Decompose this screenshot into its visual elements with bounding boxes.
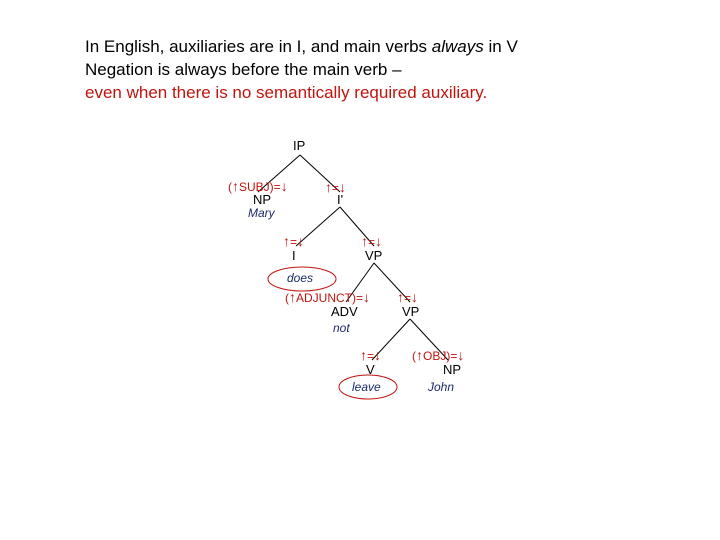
- ibar-annotation-text: =: [332, 181, 340, 195]
- adjunct-annotation: [285, 291, 370, 305]
- v-annotation: [360, 349, 381, 363]
- node-adv: ADV: [331, 304, 358, 319]
- up-arrow-icon: ↑: [232, 178, 239, 194]
- node-vp-lower: VP: [402, 304, 420, 319]
- up-arrow-icon: ↑: [361, 233, 368, 249]
- word-mary: Mary: [248, 206, 275, 220]
- subj-annotation-text: SUBJ)=: [239, 180, 281, 194]
- word-does: does: [287, 271, 314, 285]
- word-john: John: [428, 380, 455, 394]
- node-np-subject: NP: [253, 192, 272, 207]
- v-annotation-text: =: [367, 349, 375, 363]
- obj-annotation-text: OBJ)=: [423, 349, 458, 363]
- node-np-object: NP: [443, 362, 462, 377]
- i-annotation-text: =: [290, 235, 298, 249]
- heading-line-2: Negation is always before the main verb –: [85, 60, 402, 79]
- i-annotation: [283, 235, 304, 249]
- heading-line-1-part-a: In English, auxiliaries are in I, and main verbs: [85, 37, 432, 56]
- vp-annotation: [361, 235, 382, 249]
- down-arrow-icon: ↓: [280, 178, 288, 194]
- down-arrow-icon: ↓: [411, 289, 419, 305]
- up-arrow-icon: ↑: [289, 289, 296, 305]
- word-not: not: [333, 321, 350, 335]
- node-v: V: [366, 362, 375, 377]
- down-arrow-icon: ↓: [339, 179, 347, 195]
- vp-annotation-text: =: [368, 235, 376, 249]
- down-arrow-icon: ↓: [374, 347, 382, 363]
- subj-annotation-open: (: [228, 180, 232, 194]
- word-leave: leave: [352, 380, 381, 394]
- down-arrow-icon: ↓: [375, 233, 383, 249]
- vp-lower-annotation: [397, 291, 418, 305]
- obj-annotation-open: (: [412, 349, 416, 363]
- adjunct-annotation-open: (: [285, 291, 289, 305]
- up-arrow-icon: ↑: [360, 347, 367, 363]
- heading-line-1-part-b: in V: [483, 37, 518, 56]
- up-arrow-icon: ↑: [416, 347, 423, 363]
- down-arrow-icon: ↓: [457, 347, 465, 363]
- down-arrow-icon: ↓: [297, 233, 305, 249]
- vp-lower-annotation-text: =: [404, 291, 412, 305]
- node-ip: IP: [293, 138, 306, 153]
- up-arrow-icon: ↑: [397, 289, 404, 305]
- down-arrow-icon: ↓: [363, 289, 371, 305]
- adjunct-annotation-text: ADJUNCT)=: [296, 291, 364, 305]
- obj-annotation: [412, 349, 464, 363]
- node-i: I: [292, 248, 296, 263]
- up-arrow-icon: ↑: [325, 179, 332, 195]
- node-ibar: I': [337, 192, 344, 207]
- up-arrow-icon: ↑: [283, 233, 290, 249]
- heading-line-1-emphasis: always: [431, 37, 484, 56]
- node-vp-upper: VP: [365, 248, 383, 263]
- heading-line-3: even when there is no semantically required auxiliary.: [85, 83, 488, 102]
